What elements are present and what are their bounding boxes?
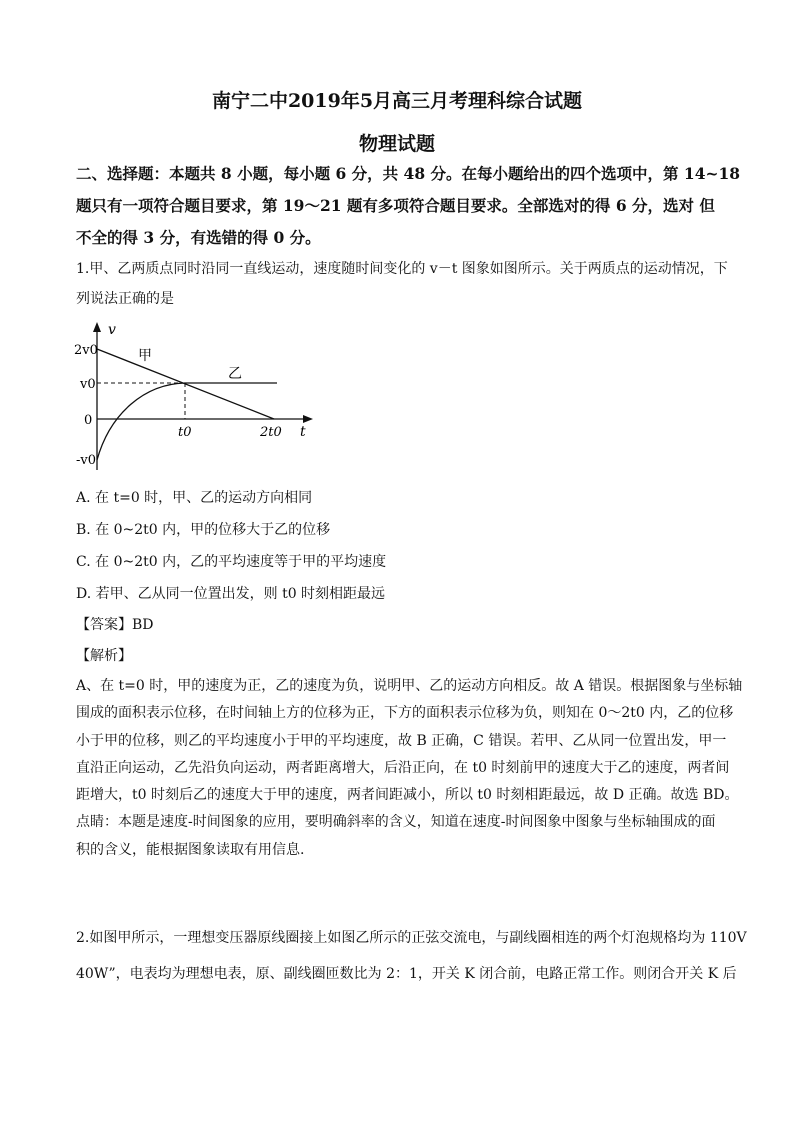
- tick-label-t0: t0: [178, 425, 192, 440]
- q2-stem: [76, 920, 747, 992]
- analysis-line: 围成的面积表示位移，在时间轴上方的位移为正，下方的面积表示位移为负，则知在 0～2t0 内，乙的位移: [76, 705, 734, 722]
- q1-answer: 【答案】BD: [76, 617, 154, 633]
- curve-yi: [97, 383, 277, 460]
- tick-label-neg-v0: -v0: [76, 453, 97, 468]
- tick-label-2v0: 2v0: [74, 343, 98, 358]
- analysis-line: 点睛：本题是速度-时间图象的应用，要明确斜率的含义，知道在速度-时间图象中图象与坐标轴围成的面: [76, 814, 716, 831]
- section-line: 题只有一项符合题目要求，第 19～21 题有多项符合题目要求。全部选对的得 6 分，选对 但: [76, 196, 715, 215]
- t-axis-label: t: [300, 424, 306, 440]
- q1-option-d: D. 若甲、乙从同一位置出发，则 t0 时刻相距最远: [76, 586, 386, 602]
- q1-stem-line-1: 1.甲、乙两质点同时沿同一直线运动，速度随时间变化的 v－t 图象如图所示。关于两质点的运动情况，下: [76, 261, 728, 277]
- tick-label-v0: v0: [80, 377, 96, 392]
- q1-option-a: A. 在 t=0 时，甲、乙的运动方向相同: [76, 490, 313, 506]
- section-line: 二、选择题：本题共 8 小题，每小题 6 分，共 48 分。在每小题给出的四个选项中，第 14~18: [76, 164, 741, 183]
- q1-option-c: C. 在 0~2t0 内，乙的平均速度等于甲的平均速度: [76, 554, 387, 570]
- exam-subtitle: 物理试题: [358, 133, 435, 155]
- section-instructions: [76, 158, 741, 254]
- analysis-line: 小于甲的位移，则乙的平均速度小于甲的平均速度，故 B 正确，C 错误。若甲、乙从同一位置出发，甲一: [76, 732, 727, 749]
- v-axis-arrow: [93, 322, 101, 332]
- q1-stem-line-2: 列说法正确的是: [76, 291, 174, 307]
- tick-label-2t0: 2t0: [260, 425, 282, 440]
- q1-option-b: B. 在 0~2t0 内，甲的位移大于乙的位移: [76, 522, 331, 538]
- q1-analysis: [76, 673, 743, 864]
- label-yi: 乙: [228, 366, 242, 382]
- label-jia: 甲: [138, 348, 152, 364]
- v-axis-label: v: [108, 322, 116, 338]
- tick-label-0: 0: [84, 413, 93, 428]
- analysis-line: 直沿正向运动，乙先沿负向运动，两者距离增大，后沿正向，在 t0 时刻前甲的速度大于乙的速度，两者间: [76, 759, 730, 776]
- exam-title: 南宁二中2019年5月高三月考理科综合试题: [211, 90, 583, 112]
- q2-stem-line: 2.如图甲所示，一理想变压器原线圈接上如图乙所示的正弦交流电，与副线圈相连的两个灯泡规格均为 110V: [76, 930, 747, 946]
- analysis-line: A、在 t=0 时，甲的速度为正，乙的速度为负，说明甲、乙的运动方向相反。故 A 错误。根据图象与坐标轴: [76, 678, 743, 694]
- q1-vt-graph: [70, 318, 320, 476]
- section-line: 不全的得 3 分，有选错的得 0 分。: [76, 228, 321, 247]
- q1-analysis-tag: 【解析】: [76, 648, 132, 664]
- q2-stem-line: 40W”，电表均为理想电表，原、副线圈匝数比为 2：1，开关 K 闭合前，电路正常工作。则闭合开关 K 后: [76, 966, 737, 982]
- analysis-line: 积的含义，能根据图象读取有用信息.: [76, 841, 305, 858]
- analysis-line: 距增大，t0 时刻后乙的速度大于甲的速度，两者间距减小，所以 t0 时刻相距最远，故 D 正确。故选 BD。: [76, 787, 739, 804]
- t-axis-arrow: [303, 415, 313, 423]
